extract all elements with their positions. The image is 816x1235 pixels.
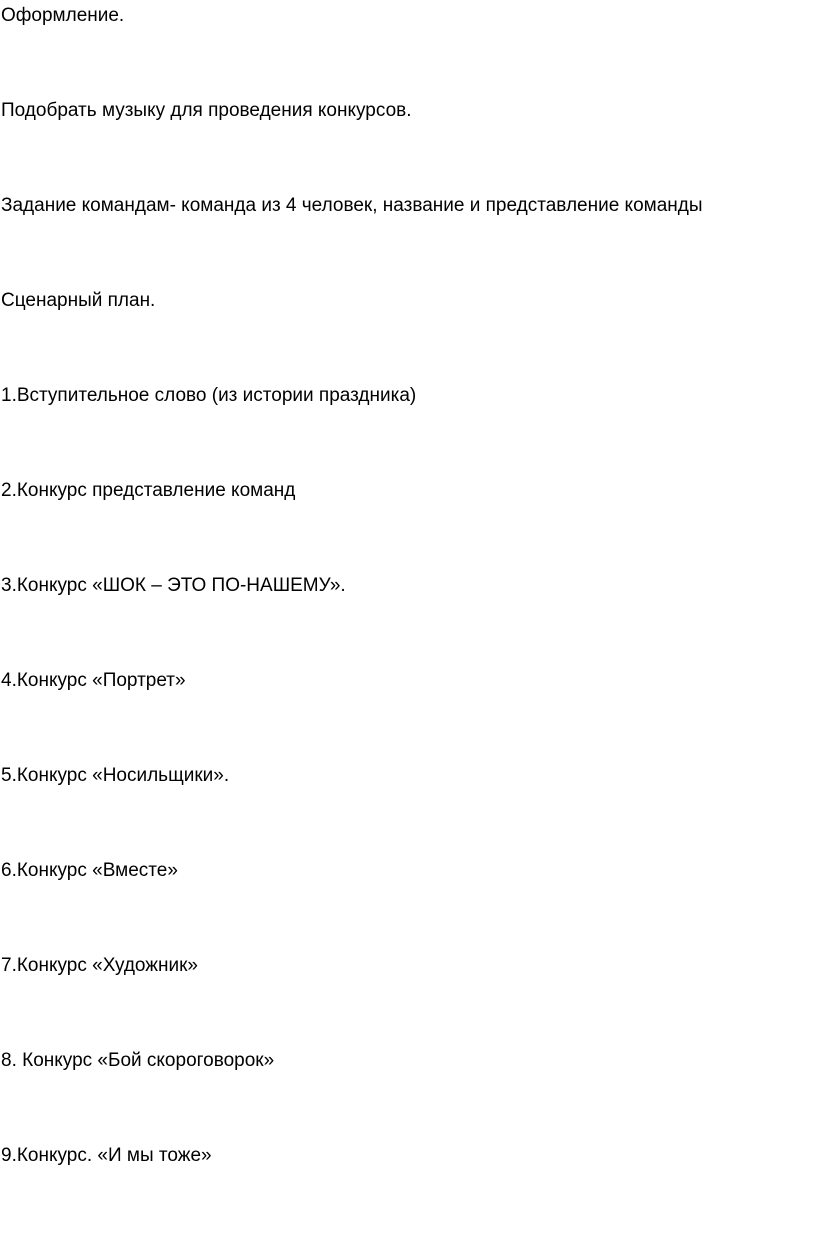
plan-item-4: 4.Конкурс «Портрет» bbox=[1, 670, 186, 691]
plan-item-7: 7.Конкурс «Художник» bbox=[1, 955, 198, 976]
plan-heading: Сценарный план. bbox=[1, 290, 156, 311]
plan-item-5: 5.Конкурс «Носильщики». bbox=[1, 765, 230, 786]
plan-item-3: 3.Конкурс «ШОК – ЭТО ПО-НАШЕМУ». bbox=[1, 575, 346, 596]
plan-item-8: 8. Конкурс «Бой скороговорок» bbox=[1, 1050, 275, 1071]
team-task-line: Задание командам- команда из 4 человек, название и представление команды bbox=[1, 195, 703, 216]
decoration-line: Оформление. bbox=[1, 5, 125, 26]
plan-item-6: 6.Конкурс «Вместе» bbox=[1, 860, 178, 881]
plan-item-1: 1.Вступительное слово (из истории праздника) bbox=[1, 385, 417, 406]
plan-item-2: 2.Конкурс представление команд bbox=[1, 480, 296, 501]
plan-item-9: 9.Конкурс. «И мы тоже» bbox=[1, 1145, 212, 1166]
music-line: Подобрать музыку для проведения конкурсов. bbox=[1, 100, 412, 121]
